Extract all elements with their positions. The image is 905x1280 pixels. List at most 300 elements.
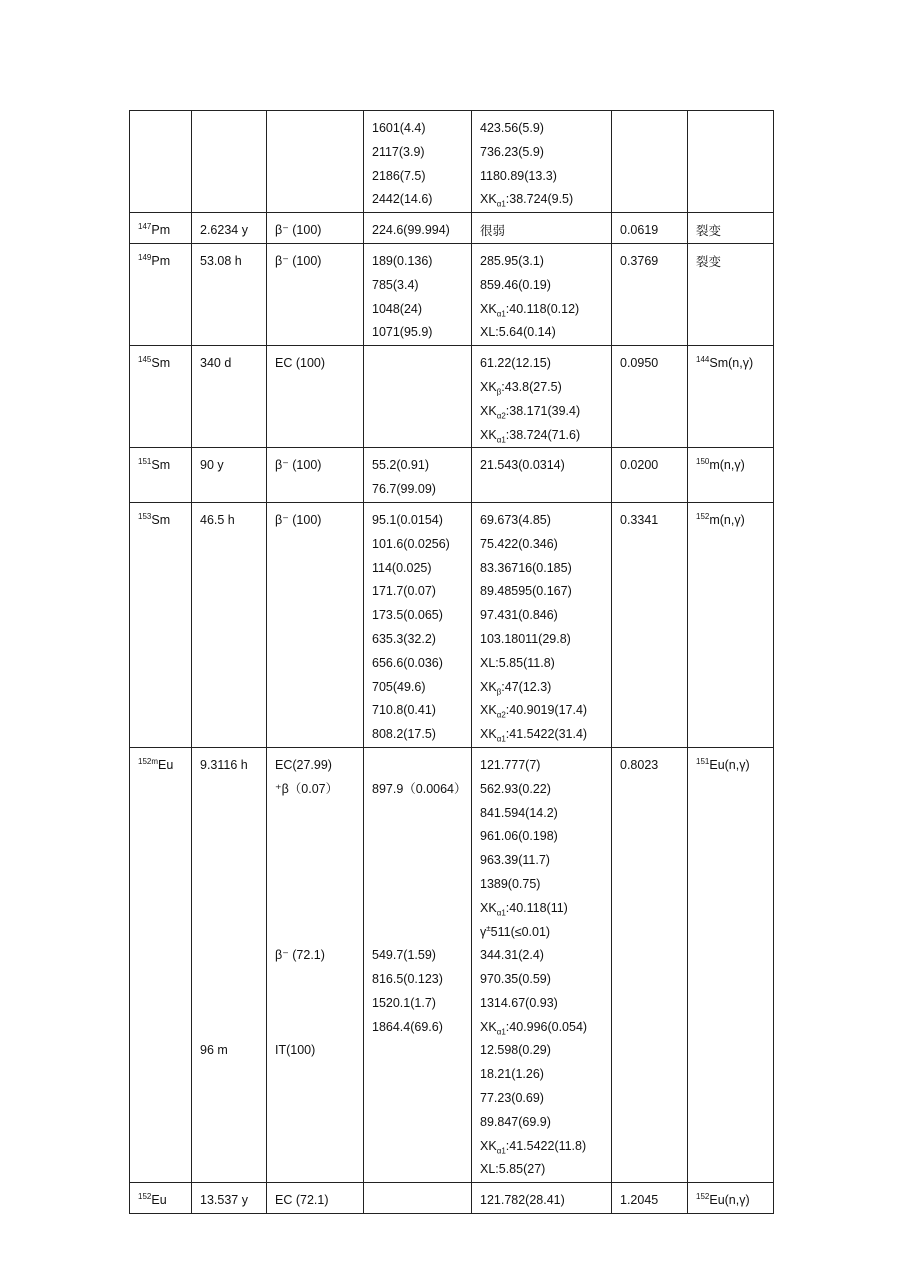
value-cell [612,448,688,503]
element-symbol: Sm [151,458,171,473]
beta-energy-line [372,580,471,604]
half-life-line [200,754,266,778]
element-symbol: Eu [158,757,174,772]
gamma-text: 21.543(0.0314) [480,458,565,473]
beta-energy-text: 55.2(0.91) [372,458,429,473]
beta-energy-line [372,676,471,700]
beta-energy-line [372,219,471,243]
gamma-subscript: β [496,387,502,397]
value-cell [612,111,688,213]
gamma-text: 97.431(0.846) [480,608,558,623]
half-life-cell [192,213,267,244]
production-text: m(n,γ) [709,458,745,473]
value-text: 0.8023 [620,757,659,772]
half-life-text: 13.537 y [200,1193,248,1208]
nuclide-cell [130,213,192,244]
half-life-cell [192,448,267,503]
decay-mode-cell [267,346,364,448]
half-life-line [200,509,266,533]
gamma-prefix: XK [480,301,497,316]
nuclide-label [138,509,191,533]
gamma-prefix: XK [480,703,497,718]
gamma-text: 77.23(0.69) [480,1091,544,1106]
gamma-line [480,376,611,400]
gamma-line [480,676,611,700]
beta-energy-text: 1048(24) [372,301,423,316]
value-line [620,352,687,376]
beta-energy-line [372,298,471,322]
production-cell [688,747,774,1182]
gamma-text: 103.18011(29.8) [480,631,571,646]
beta-energy-text: 635.3(32.2) [372,631,436,646]
production-text: 裂变 [696,253,722,269]
gamma-value: :38.171(39.4) [505,403,581,418]
half-life-line [200,992,266,1016]
mass-number: 152 [138,1192,152,1202]
beta-energy-text: 224.6(99.994) [372,223,450,238]
decay-mode-line [275,352,363,376]
gamma-text: 75.422(0.346) [480,536,558,551]
beta-energy-text: 816.5(0.123) [372,972,443,987]
half-life-line [200,897,266,921]
gamma-text: 562.93(0.22) [480,781,551,796]
half-life-text: 96 m [200,1043,228,1058]
production-cell [688,243,774,345]
beta-energy-text: 2186(7.5) [372,168,426,183]
gamma-line [480,802,611,826]
gamma-superscript: ± [486,923,491,933]
gamma-line [480,1063,611,1087]
gamma-subscript: α1 [496,309,506,319]
gamma-text: 83.36716(0.185) [480,560,572,575]
gamma-line [480,754,611,778]
nuclide-cell [130,448,192,503]
nuclide-cell [130,502,192,747]
beta-energy-line [372,188,471,212]
value-line [620,117,687,141]
half-life-line [200,352,266,376]
gamma-line [480,628,611,652]
gamma-value: :47(12.3) [501,679,552,694]
production-mass: 152 [696,1192,710,1202]
value-text: 0.3341 [620,512,659,527]
half-life-line [200,968,266,992]
gamma-line [480,849,611,873]
gamma-line [480,298,611,322]
half-life-line [200,873,266,897]
production-mass: 152 [696,511,710,521]
gamma-value: 511(≤0.01) [490,924,551,939]
half-life-text: 9.3116 h [200,757,248,772]
gamma-text: 121.777(7) [480,757,541,772]
gamma-line [480,141,611,165]
beta-energy-line [372,652,471,676]
production-cell [688,1183,774,1214]
production-mass: 150 [696,457,710,467]
decay-mode-line [275,849,363,873]
gamma-subscript: α1 [496,1146,506,1156]
decay-mode-line [275,921,363,945]
decay-mode-text: β⁻ (100) [275,223,322,238]
production-text: Eu(n,γ) [709,1193,750,1208]
beta-energy-line [372,141,471,165]
value-text: 0.0619 [620,223,659,238]
gamma-value: :43.8(27.5) [501,379,562,394]
decay-mode-cell [267,111,364,213]
gamma-subscript: α1 [496,908,506,918]
gamma-subscript: α1 [496,199,506,209]
value-cell [612,243,688,345]
half-life-line [200,825,266,849]
gamma-text: 963.39(11.7) [480,853,550,868]
gamma-text: 很弱 [480,223,506,239]
mass-number: 147 [138,222,152,232]
gamma-prefix: XK [480,727,497,742]
decay-mode-text: β⁻ (100) [275,458,322,473]
value-text: 0.3769 [620,253,659,268]
element-symbol: Sm [151,356,171,371]
value-line [620,250,687,274]
gamma-line [480,454,611,478]
production-cell [688,346,774,448]
decay-mode-line [275,1016,363,1040]
gamma-line [480,533,611,557]
half-life-line [200,1039,266,1063]
nuclide-cell [130,243,192,345]
gamma-line [480,604,611,628]
nuclide-data-table [129,110,774,1214]
beta-energy-text: 2117(3.9) [372,144,425,159]
production-cell [688,502,774,747]
nuclide-cell [130,111,192,213]
gamma-line [480,723,611,747]
production-mass: 151 [696,756,710,766]
half-life-cell [192,1183,267,1214]
gamma-line [480,352,611,376]
decay-mode-line [275,509,363,533]
gamma-text: 961.06(0.198) [480,829,558,844]
decay-mode-line [275,992,363,1016]
beta-energy-text: 101.6(0.0256) [372,536,450,551]
gamma-subscript: α1 [496,734,506,744]
gamma-prefix: XK [480,900,497,915]
decay-mode-text: EC (100) [275,356,326,371]
beta-energy-line [372,250,471,274]
gamma-text: 970.35(0.59) [480,972,551,987]
value-line [620,454,687,478]
half-life-cell [192,346,267,448]
production-line [696,219,773,243]
gamma-energy-cell [472,213,612,244]
half-life-line [200,778,266,802]
gamma-line [480,165,611,189]
decay-mode-line [275,825,363,849]
table-row [130,111,774,213]
value-line [620,219,687,243]
gamma-line [480,699,611,723]
decay-mode-text: EC (72.1) [275,1193,329,1208]
beta-energy-text: 656.6(0.036) [372,655,443,670]
gamma-line [480,897,611,921]
beta-energy-text: 95.1(0.0154) [372,512,443,527]
gamma-text: XL:5.85(27) [480,1162,546,1177]
table-row [130,213,774,244]
half-life-cell [192,243,267,345]
gamma-value: :40.9019(17.4) [505,703,588,718]
gamma-text: 344.31(2.4) [480,948,544,963]
gamma-subscript: β [496,687,502,697]
gamma-line [480,1111,611,1135]
beta-energy-line [372,604,471,628]
beta-energy-text: 1864.4(69.6) [372,1019,443,1034]
gamma-line [480,1039,611,1063]
beta-energy-line [372,557,471,581]
half-life-line [200,1189,266,1213]
table-row [130,448,774,503]
beta-energy-text: 189(0.136) [372,253,433,268]
beta-energy-line [372,968,471,992]
gamma-value: :38.724(9.5) [505,192,574,207]
element-symbol: Pm [151,223,171,238]
gamma-line [480,424,611,448]
half-life-line [200,944,266,968]
beta-energy-text: 173.5(0.065) [372,608,443,623]
gamma-line [480,1016,611,1040]
mass-number: 153 [138,511,152,521]
half-life-line [200,454,266,478]
gamma-subscript: α1 [496,1027,506,1037]
beta-energy-line [372,321,471,345]
beta-energy-cell [364,243,472,345]
gamma-value: :40.118(11) [505,900,568,915]
mass-number: 151 [138,457,152,467]
gamma-line [480,321,611,345]
beta-energy-line [372,533,471,557]
half-life-line [200,1016,266,1040]
gamma-line [480,250,611,274]
gamma-energy-cell [472,1183,612,1214]
beta-energy-line [372,274,471,298]
decay-mode-text: β⁻ (72.1) [275,948,325,963]
beta-energy-text: 785(3.4) [372,277,419,292]
production-line [696,352,773,376]
production-cell [688,448,774,503]
decay-mode-line [275,778,363,802]
nuclide-label [138,117,191,141]
half-life-line [200,219,266,243]
beta-energy-cell [364,502,472,747]
decay-mode-line [275,454,363,478]
nuclide-label [138,219,191,243]
gamma-line [480,400,611,424]
gamma-text: XL:5.85(11.8) [480,655,555,670]
gamma-value: :40.118(0.12) [505,301,580,316]
gamma-text: XL:5.64(0.14) [480,325,556,340]
production-line [696,117,773,141]
decay-mode-text: β⁻ (100) [275,512,322,527]
value-text: 0.0200 [620,458,659,473]
gamma-energy-cell [472,747,612,1182]
production-line [696,1189,773,1213]
half-life-cell [192,502,267,747]
gamma-energy-cell [472,448,612,503]
half-life-line [200,849,266,873]
half-life-text: 2.6234 y [200,223,248,238]
half-life-line [200,250,266,274]
production-text: m(n,γ) [709,512,745,527]
half-life-text: 53.08 h [200,253,242,268]
gamma-line [480,117,611,141]
half-life-cell [192,111,267,213]
value-cell [612,213,688,244]
gamma-prefix: XK [480,1019,497,1034]
value-cell [612,1183,688,1214]
gamma-line [480,1135,611,1159]
production-line [696,250,773,274]
beta-energy-line [372,944,471,968]
decay-mode-cell [267,213,364,244]
beta-energy-line [372,802,471,826]
gamma-value: :41.5422(31.4) [505,727,588,742]
beta-energy-text: 549.7(1.59) [372,948,436,963]
gamma-line [480,992,611,1016]
beta-energy-line [372,992,471,1016]
beta-energy-line [372,1016,471,1040]
gamma-line [480,968,611,992]
decay-mode-text: IT(100) [275,1043,316,1058]
beta-energy-text: 808.2(17.5) [372,727,436,742]
mass-number: 145 [138,355,152,365]
value-line [620,509,687,533]
decay-mode-line [275,968,363,992]
gamma-line [480,188,611,212]
table-row [130,747,774,1182]
beta-energy-line [372,897,471,921]
gamma-line [480,652,611,676]
decay-mode-line [275,873,363,897]
gamma-prefix: XK [480,379,497,394]
production-cell [688,111,774,213]
beta-energy-line [372,699,471,723]
production-line [696,509,773,533]
gamma-value: :41.5422(11.8) [505,1138,587,1153]
gamma-line [480,219,611,243]
half-life-text: 46.5 h [200,512,235,527]
beta-energy-cell [364,747,472,1182]
beta-energy-line [372,165,471,189]
half-life-line [200,802,266,826]
decay-mode-cell [267,1183,364,1214]
gamma-line [480,509,611,533]
gamma-text: 18.21(1.26) [480,1067,544,1082]
half-life-line [200,921,266,945]
table-row [130,1183,774,1214]
beta-energy-text: 897.9（0.0064） [372,781,467,796]
nuclide-cell [130,747,192,1182]
gamma-text: 61.22(12.15) [480,356,551,371]
gamma-subscript: α2 [496,411,506,421]
beta-energy-text: 1071(95.9) [372,325,433,340]
gamma-line [480,274,611,298]
beta-energy-line [372,454,471,478]
beta-energy-cell [364,111,472,213]
half-life-cell [192,747,267,1182]
value-cell [612,346,688,448]
beta-energy-text: 705(49.6) [372,679,426,694]
beta-energy-text: 76.7(99.09) [372,482,436,497]
gamma-line [480,1189,611,1213]
beta-energy-line [372,754,471,778]
beta-energy-line [372,849,471,873]
gamma-value: :40.996(0.054) [505,1019,588,1034]
nuclide-label [138,454,191,478]
gamma-subscript: α2 [496,710,506,720]
gamma-text: 859.46(0.19) [480,277,551,292]
value-cell [612,502,688,747]
gamma-line [480,778,611,802]
half-life-text: 90 y [200,458,224,473]
gamma-line [480,921,611,945]
beta-energy-line [372,117,471,141]
decay-mode-cell [267,243,364,345]
beta-energy-cell [364,213,472,244]
beta-energy-line [372,628,471,652]
gamma-energy-cell [472,111,612,213]
gamma-prefix: XK [480,192,497,207]
gamma-text: 69.673(4.85) [480,512,551,527]
beta-energy-cell [364,346,472,448]
beta-energy-line [372,825,471,849]
value-line [620,1189,687,1213]
decay-mode-cell [267,747,364,1182]
beta-energy-text: 171.7(0.07) [372,584,436,599]
production-mass: 144 [696,355,710,365]
beta-energy-line [372,873,471,897]
beta-energy-text: 1520.1(1.7) [372,995,436,1010]
beta-energy-line [372,778,471,802]
production-text: Eu(n,γ) [709,757,750,772]
gamma-text: 12.598(0.29) [480,1043,551,1058]
element-symbol: Eu [151,1193,167,1208]
decay-mode-text: β⁻ (100) [275,253,322,268]
nuclide-label [138,250,191,274]
nuclide-label [138,352,191,376]
beta-energy-line [372,921,471,945]
mass-number: 152m [138,756,159,766]
element-symbol: Pm [151,253,171,268]
table-row [130,243,774,345]
nuclide-label [138,1189,191,1213]
beta-energy-line [372,509,471,533]
gamma-line [480,873,611,897]
decay-mode-cell [267,448,364,503]
decay-mode-line [275,219,363,243]
gamma-text: 89.847(69.9) [480,1114,551,1129]
beta-energy-cell [364,448,472,503]
value-text: 1.2045 [620,1193,659,1208]
gamma-line [480,944,611,968]
table-row [130,346,774,448]
decay-mode-line [275,754,363,778]
decay-mode-line [275,1189,363,1213]
decay-mode-line [275,1039,363,1063]
beta-energy-text: 710.8(0.41) [372,703,436,718]
gamma-prefix: XK [480,679,497,694]
gamma-subscript: α1 [496,435,506,445]
decay-mode-text: ⁺β（0.07） [275,781,339,796]
gamma-line [480,1158,611,1182]
production-text: 裂变 [696,223,722,239]
